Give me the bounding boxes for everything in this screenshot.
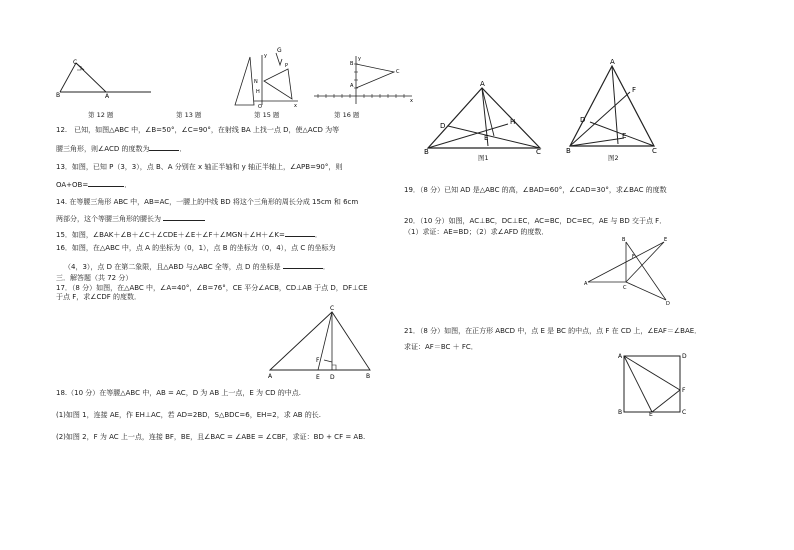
q18-line3: (2)如图 2，F 为 AC 上一点，连接 BF，BE，且∠BAC = ∠ABE = ∠CBF，求证：BD + CF = AB. [56,433,366,441]
svg-text:N: N [254,79,258,85]
svg-text:C: C [536,148,541,156]
q16-line2: （4，3），点 D 在第二象限，且△ABD 与△ABC 全等，点 D 的坐标是 ． [64,263,330,271]
svg-text:B: B [566,147,571,155]
svg-text:A: A [268,373,273,380]
svg-text:C: C [682,409,687,416]
q17-line1: 17．（8 分）如图，在△ABC 中，∠A=40°，∠B=76°，CE 平分∠ACB，CD⊥AB 于点 D，DF⊥CE [56,284,368,292]
svg-text:E: E [622,132,627,140]
svg-text:y: y [264,53,267,59]
svg-text:C: C [73,59,78,66]
svg-text:E: E [316,374,320,381]
figure-1 [424,76,546,158]
svg-text:H: H [510,118,516,126]
caption-fig12: 第 12 题 [88,111,114,119]
caption-fig13: 第 13 题 [176,111,202,119]
svg-text:B: B [366,373,371,380]
svg-text:B: B [350,61,354,67]
caption-fig1: 图1 [478,154,489,162]
svg-text:F: F [316,357,320,364]
q16-answer-blank[interactable] [283,261,323,269]
q17-line2: 于点 F，求∠CDF 的度数． [56,293,142,301]
figure-2 [566,58,662,158]
q12-text: 腰三角形，则∠ACD 的度数为 [56,145,150,153]
svg-text:F: F [632,254,635,260]
q14-answer-blank[interactable] [163,213,205,221]
svg-text:B: B [622,237,626,243]
q21-line2: 求证：AF＝BC ＋ FC． [404,343,478,351]
q12-answer-blank[interactable] [149,143,179,151]
q18-line2: (1)如图 1，连接 AE，作 EH⊥AC，若 AD=2BD，S△BDC=6，EH=2，求 AB 的长. [56,411,322,419]
q13-line1: 13．如图，已知 P（3，3），点 B、A 分别在 x 轴正半轴和 y 轴正半轴上，∠APB=90°，则 [56,163,343,171]
q12-line1: 12. 已知，如图△ABC 中，∠B=50°，∠C=90°，在射线 BA 上找一点 D，使△ACD 为等 [56,126,340,134]
q16-line1: 16．如图，在△ABC 中，点 A 的坐标为（0，1），点 B 的坐标为（0，4），点 C 的坐标为 [56,244,336,252]
svg-text:O: O [258,104,262,110]
svg-text:P: P [285,63,289,69]
caption-fig16: 第 16 题 [334,111,360,119]
figure-21 [616,350,688,416]
svg-text:C: C [623,285,627,291]
q18-line1: 18.（10 分）在等腰△ABC 中，AB = AC，D 为 AB 上一点，E 为 CD 的中点. [56,389,301,397]
q16-text: （4，3），点 D 在第二象限，且△ABD 与△ABC 全等，点 D 的坐标是 [64,263,281,271]
svg-text:F: F [632,86,637,94]
q15-line: 15．如图，∠BAK＋∠B＋∠C＋∠CDE＋∠E＋∠F＋∠MGN＋∠H＋∠K= ． [56,231,322,239]
section-heading: 三．解答题（共 72 分） [56,274,133,282]
svg-text:D: D [666,301,670,306]
figure-20 [584,236,674,306]
q13-line2: OA+OB= ． [56,181,132,189]
q20-line1: 20．（10 分）如图，AC⊥BC，DC⊥EC，AC=BC，DC=EC，AE 与 BD 交于点 F． [404,217,667,225]
svg-text:A: A [105,93,110,98]
svg-text:B: B [56,92,61,98]
svg-text:C: C [330,305,335,312]
svg-text:C: C [396,69,400,75]
svg-text:D: D [682,353,687,360]
figure-17 [266,302,376,382]
svg-text:E: E [664,237,668,243]
figure-16 [310,52,418,108]
figure-13 [232,47,302,111]
svg-text:D: D [330,374,335,381]
q14-line1: 14. 在等腰三角形 ABC 中，AB=AC，一腰上的中线 BD 将这个三角形的周长分成 15cm 和 6cm [56,198,359,206]
svg-text:B: B [424,148,429,156]
svg-text:A: A [584,281,588,287]
svg-text:H: H [256,89,260,95]
svg-text:C: C [652,147,657,155]
caption-fig15: 第 15 题 [254,111,280,119]
svg-text:x: x [294,103,297,109]
svg-text:x: x [410,98,413,104]
q14-line2 [56,213,205,224]
svg-text:A: A [480,80,485,88]
q13-answer-blank[interactable] [88,179,124,187]
svg-text:y: y [358,56,361,62]
svg-text:D: D [580,116,586,124]
svg-text:G: G [277,47,282,54]
svg-text:A: A [350,83,354,89]
q13-text: OA+OB= [56,181,89,189]
svg-text:A: A [610,58,615,66]
svg-text:E: E [484,134,489,142]
svg-text:A: A [618,353,623,360]
svg-text:B: B [618,409,623,416]
q20-line2: （1）求证：AE=BD；（2）求∠AFD 的度数． [404,228,549,236]
figure-12 [56,56,154,98]
q12-line2: 腰三角形，则∠ACD 的度数为 ． [56,145,187,153]
caption-fig2: 图2 [608,154,619,162]
svg-text:F: F [682,387,686,394]
q14-text: 两部分，这个等腰三角形的腰长为 [56,215,161,223]
q21-line1: 21．（8 分）如图，在正方形 ABCD 中，点 E 是 BC 的中点，点 F 在 CD 上，∠EAF＝∠BAE． [404,327,702,335]
svg-text:E: E [649,411,653,416]
q15-answer-blank[interactable] [285,229,315,237]
svg-text:D: D [440,122,446,130]
q19-line: 19．（8 分）已知 AD 是△ABC 的高，∠BAD=60°，∠CAD=30°，求∠BAC 的度数 [404,186,667,194]
q15-text: 15．如图，∠BAK＋∠B＋∠C＋∠CDE＋∠E＋∠F＋∠MGN＋∠H＋∠K= [56,231,285,239]
